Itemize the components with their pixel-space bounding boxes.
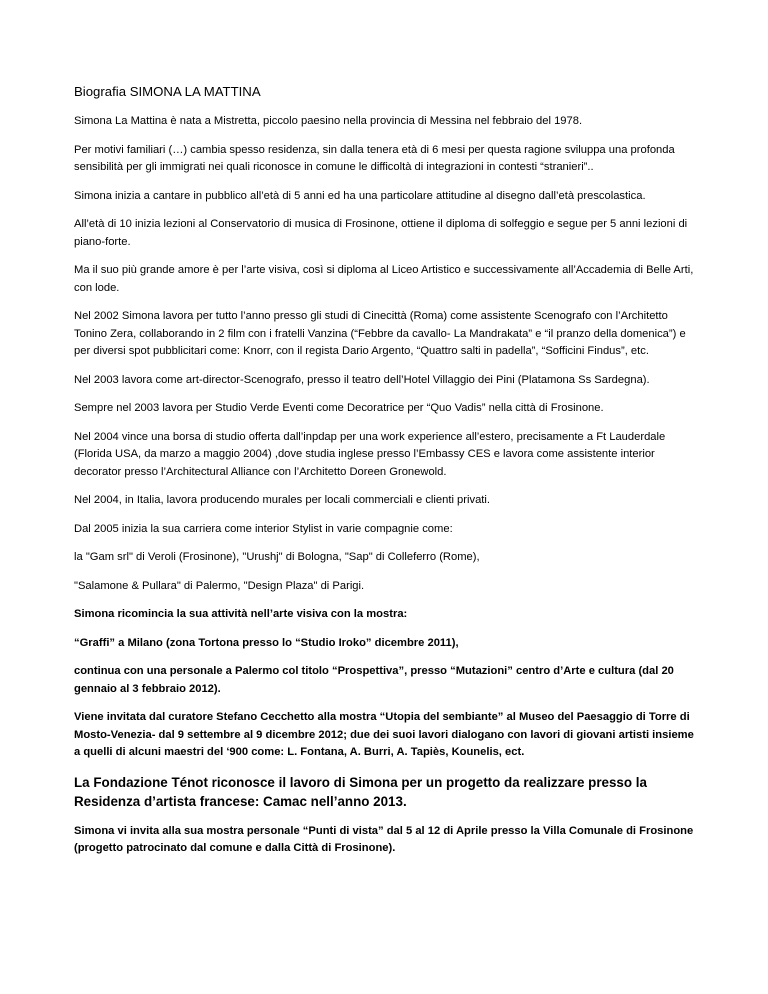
paragraph-punti-di-vista: Simona vi invita alla sua mostra personale “Punti di vista” dal 5 al 12 di Aprile presso la Villa Comunale di Frosinone (progetto patrocinato dal comune e dalla Città di Frosinone). — [74, 824, 694, 854]
paragraph-2004-murals: Nel 2004, in Italia, lavora producendo murales per locali commerciali e clienti privati. — [74, 494, 490, 506]
paragraph-companies-2: "Salamone & Pullara" di Palermo, "Design Plaza" di Parigi. — [74, 579, 365, 592]
paragraph-fondazione-tenot: La Fondazione Ténot riconosce il lavoro di Simona per un progetto da realizzare presso la Residenza d’artista francese: Camac nell’anno 2013. — [74, 774, 647, 809]
paragraph-prospettiva: continua con una personale a Palermo col titolo “Prospettiva”, presso “Mutazioni” centro d’Arte e cultura (dal 20 gennaio al 3 febbraio 2012). — [74, 665, 674, 695]
paragraph-birth: Simona La Mattina è nata a Mistretta, piccolo paesino nella provincia di Messina nel febbraio del 1978. — [74, 115, 583, 127]
paragraph-2003-studio: Sempre nel 2003 lavora per Studio Verde Eventi come Decoratrice per “Quo Vadis” nella città di Frosinone. — [74, 402, 604, 414]
paragraph-conservatory: All’età di 10 inizia lezioni al Conservatorio di musica di Frosinone, ottiene il diploma di solfeggio e segue per 5 anni lezioni di piano-forte. — [74, 218, 688, 248]
paragraph-restart: Simona ricomincia la sua attività nell’arte visiva con la mostra: — [74, 608, 408, 620]
paragraph-companies-1: la "Gam srl" di Veroli (Frosinone), "Urushj" di Bologna, "Sap" di Colleferro (Rome), — [74, 551, 480, 563]
paragraph-utopia: Viene invitata dal curatore Stefano Cecchetto alla mostra “Utopia del sembiante” al Museo del Paesaggio di Torre di Mosto-Venezia- dal 9 settembre al 9 dicembre 2012; due dei suoi lavori dialogano con lavori di giovani artisti insieme a quelli di alcuni maestri del ‘900 come: L. Fontana, A. Burri, A. Tapiès, Kounelis, ect. — [74, 711, 694, 758]
paragraph-singing: Simona inizia a cantare in pubblico all’età di 5 anni ed ha una particolare attitudine al disegno dall’età prescolastica. — [74, 189, 646, 202]
paragraph-graffi: “Graffi” a Milano (zona Tortona presso lo “Studio Iroko” dicembre 2011), — [74, 636, 459, 649]
paragraph-2004-scholarship: Nel 2004 vince una borsa di studio offerta dall’inpdap per una work experience all’estero, precisamente a Ft Lauderdale (Florida USA, da marzo a maggio 2004) ,dove studia inglese presso l’Embassy CES e lavora come assistente interior decorator presso l’Architectural Alliance con l’Architetto Doreen Gronewold. — [74, 430, 666, 478]
paragraph-2005: Dal 2005 inizia la sua carriera come interior Stylist in varie compagnie come: — [74, 522, 453, 535]
paragraph-visual-art: Ma il suo più grande amore è per l’arte visiva, così si diploma al Liceo Artistico e successivamente all’Accademia di Belle Arti, con lode. — [74, 264, 694, 294]
document-title: Biografia SIMONA LA MATTINA — [74, 84, 261, 99]
paragraph-family: Per motivi familiari (…) cambia spesso residenza, sin dalla tenera età di 6 mesi per questa ragione sviluppa una profonda sensibilità per gli immigrati nei quali riconosce in comune le difficoltà di integrazioni in contesti “stranieri”.. — [74, 143, 675, 173]
document-page — [74, 83, 694, 869]
paragraph-2003-hotel: Nel 2003 lavora come art-director-Scenografo, presso il teatro dell’Hotel Villaggio dei Pini (Platamona Ss Sardegna). — [74, 373, 650, 386]
paragraph-2002: Nel 2002 Simona lavora per tutto l’anno presso gli studi di Cinecittà (Roma) come assistente Scenografo con l’Architetto Tonino Zera, collaborando in 2 film con i fratelli Vanzina (“Febbre da cavallo- La Mandrakata” e “il pranzo della domenica”) e per diversi spot pubblicitari come: Knorr, con il regista Dario Argento, “Quattro salti in padella”, “Sofficini Findus”, etc. — [74, 310, 686, 357]
